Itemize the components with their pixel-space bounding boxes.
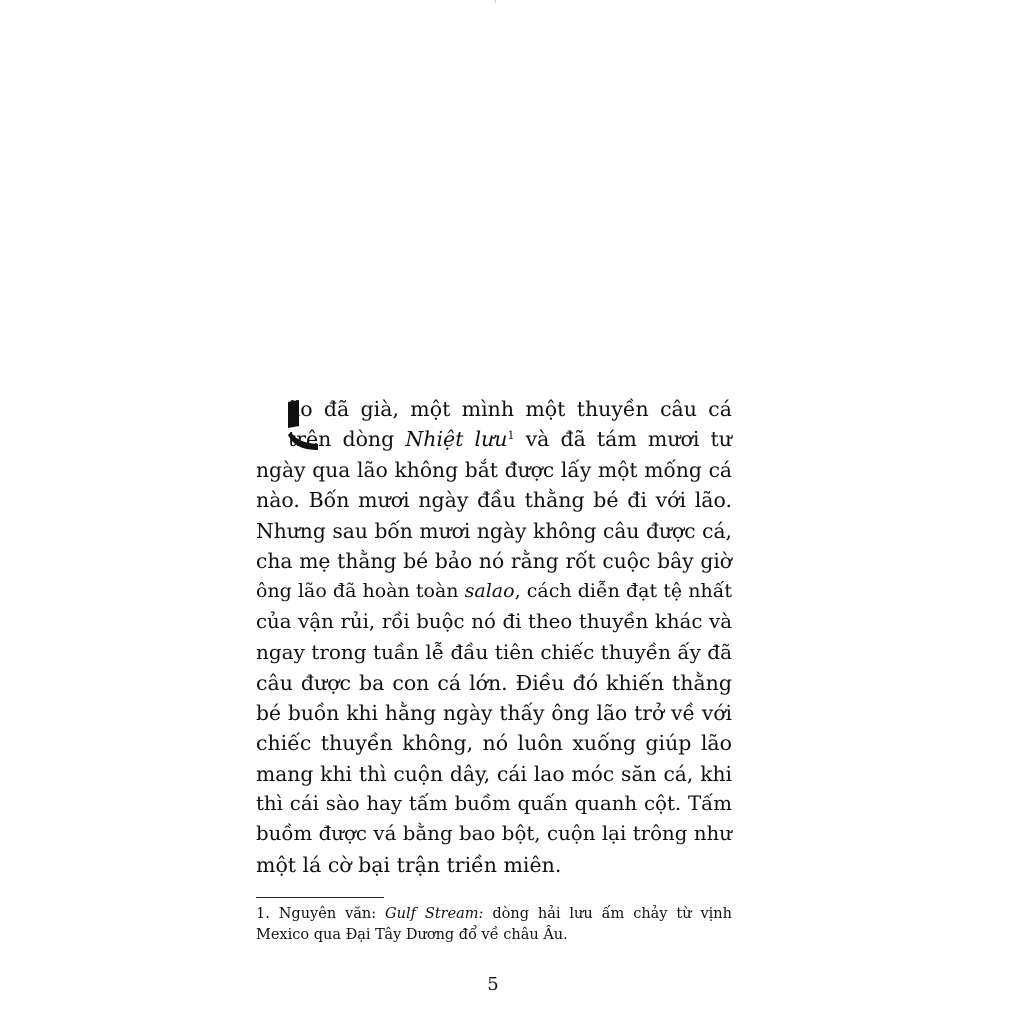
body-line: cha mẹ thằng bé bảo nó rằng rốt cuộc bây giờ	[256, 548, 732, 573]
scan-mark	[495, 0, 496, 3]
italic-term: Nhiệt lưu	[405, 427, 508, 452]
body-line: ngay trong tuần lễ đầu tiên chiếc thuyền ấy đã	[256, 640, 732, 665]
body-line: buồm được vá bằng bao bột, cuộn lại trông như	[256, 822, 732, 846]
body-text	[256, 394, 732, 880]
body-line: chiếc thuyền không, nó luôn xuống giúp lão	[256, 731, 732, 756]
body-line: ông lão đã hoàn toàn salao, cách diễn đạt tệ nhất	[256, 580, 732, 603]
body-line: thì cái sào hay tấm buồm quấn quanh cột. Tấm	[256, 792, 732, 816]
body-line: ngày qua lão không bắt được lấy một mống cá	[256, 457, 732, 482]
body-line: trên dòng Nhiệt lưu$^1$ và đã tám mươi tư	[288, 427, 732, 452]
footnote-line: 1. Nguyên văn: Gulf Stream: dòng hải lưu ấm chảy từ vịnh	[256, 906, 732, 922]
body-line: bé buồn khi hằng ngày thấy ông lão trở về với	[256, 700, 732, 725]
body-line: một lá cờ bại trận triền miên.	[256, 852, 562, 877]
body-line: Nhưng sau bốn mươi ngày không câu được cá,	[256, 518, 732, 543]
body-line: nào. Bốn mươi ngày đầu thằng bé đi với lão.	[256, 488, 732, 513]
italic-term: Gulf Stream:	[385, 906, 484, 922]
italic-term: salao	[464, 580, 515, 603]
body-line: câu được ba con cá lớn. Điều đó khiến thằng	[256, 670, 732, 695]
body-line: của vận rủi, rồi buộc nó đi theo thuyền khác và	[256, 609, 732, 633]
body-line: ão đã già, một mình một thuyền câu cá	[288, 397, 732, 421]
footnote-divider	[256, 897, 384, 898]
page-number: 5	[487, 974, 499, 995]
body-line: mang khi thì cuộn dây, cái lao móc săn cá, khi	[256, 761, 732, 786]
footnote-line: Mexico qua Đại Tây Dương đổ về châu Âu.	[256, 927, 568, 943]
footnote-ref: 1	[507, 429, 515, 443]
footnote	[256, 904, 732, 946]
